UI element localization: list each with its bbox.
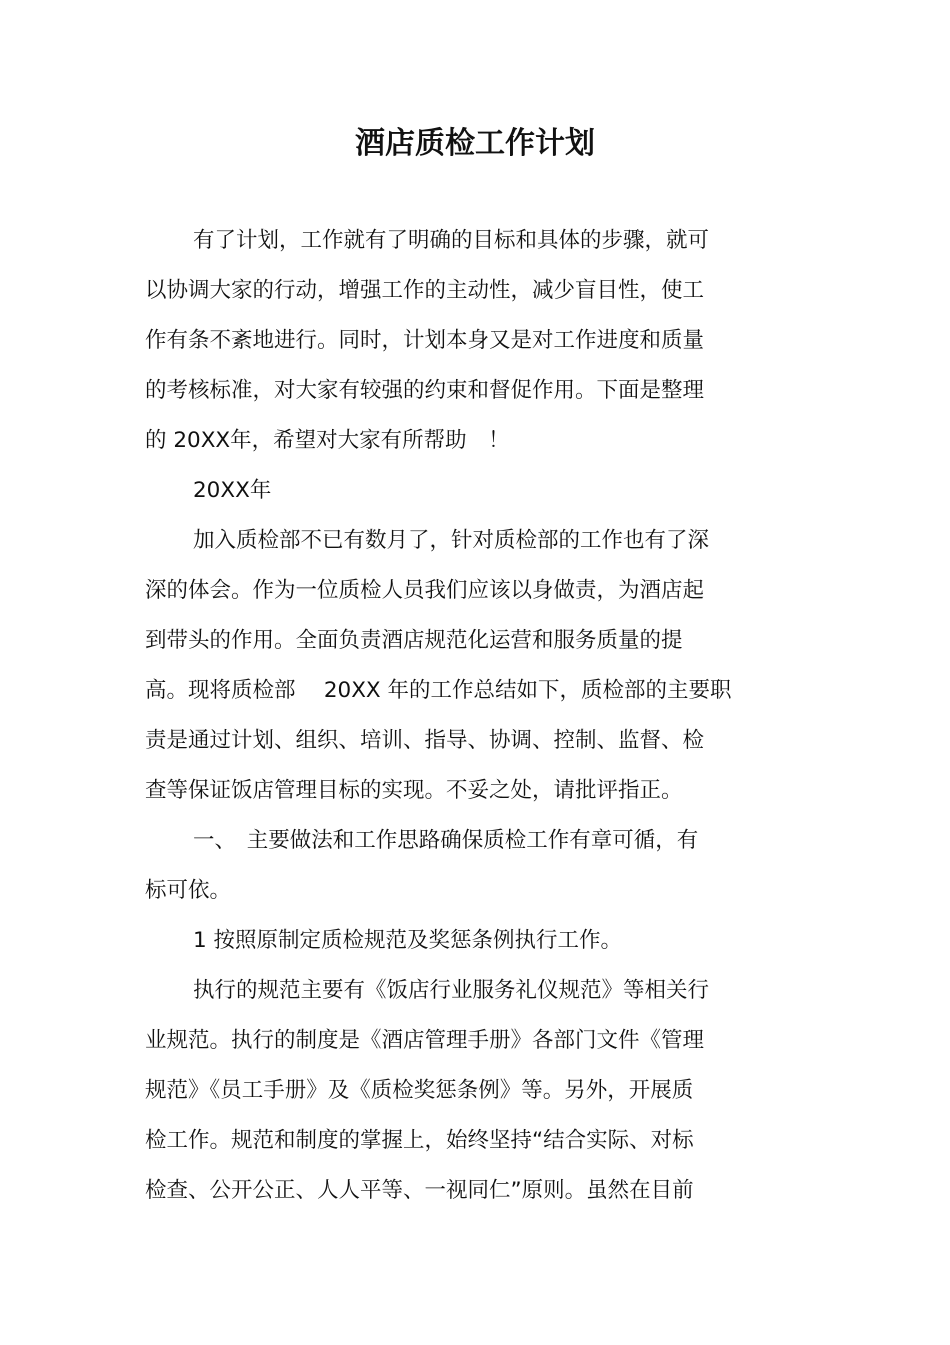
document-title: 酒店质检工作计划 bbox=[355, 126, 595, 161]
numbered-item: 1 按照原制定质检规范及奖惩条例执行工作。 bbox=[193, 928, 623, 953]
paragraph-line: 查等保证饭店管理目标的实现。不妥之处，请批评指正。 bbox=[145, 778, 683, 803]
paragraph-line: 到带头的作用。全面负责酒店规范化运营和服务质量的提 bbox=[145, 628, 683, 653]
paragraph-line: 的 20XX年，希望对大家有所帮助 ！ bbox=[145, 428, 510, 453]
paragraph-line: 作有条不紊地进行。同时，计划本身又是对工作进度和质量 bbox=[145, 328, 705, 353]
year-heading: 20XX年 bbox=[193, 478, 272, 503]
paragraph-line: 有了计划，工作就有了明确的目标和具体的步骤，就可 bbox=[193, 228, 710, 253]
paragraph-line: 检查、公开公正、人人平等、一视同仁”原则。虽然在目前 bbox=[145, 1178, 694, 1203]
paragraph-line: 规范》《员工手册》及《质检奖惩条例》等。另外，开展质 bbox=[145, 1078, 694, 1103]
paragraph-line: 检工作。规范和制度的掌握上，始终坚持“结合实际、对标 bbox=[145, 1128, 694, 1153]
paragraph-line: 加入质检部不已有数月了，针对质检部的工作也有了深 bbox=[193, 528, 710, 553]
paragraph-line: 业规范。执行的制度是《酒店管理手册》各部门文件《管理 bbox=[145, 1028, 705, 1053]
paragraph-line: 责是通过计划、组织、培训、指导、协调、控制、监督、检 bbox=[145, 728, 705, 753]
section-heading-continued: 标可依。 bbox=[145, 878, 232, 903]
section-heading: 一、 主要做法和工作思路确保质检工作有章可循，有 bbox=[193, 828, 699, 853]
paragraph-line: 执行的规范主要有《饭店行业服务礼仪规范》等相关行 bbox=[193, 978, 710, 1003]
paragraph-line: 深的体会。作为一位质检人员我们应该以身做责，为酒店起 bbox=[145, 578, 705, 603]
paragraph-line: 高。现将质检部 20XX 年的工作总结如下，质检部的主要职 bbox=[145, 678, 732, 703]
paragraph-line: 的考核标准，对大家有较强的约束和督促作用。下面是整理 bbox=[145, 378, 705, 403]
paragraph-line: 以协调大家的行动，增强工作的主动性，减少盲目性，使工 bbox=[145, 278, 705, 303]
